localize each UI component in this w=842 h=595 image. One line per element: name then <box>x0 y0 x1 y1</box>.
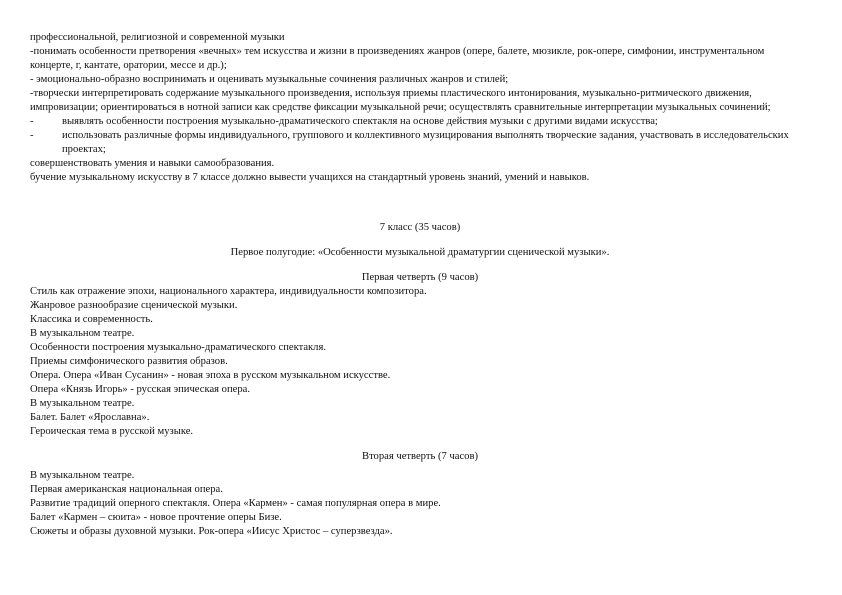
list-item: Классика и современность. <box>30 314 153 325</box>
list-item: В музыкальном театре. <box>30 328 135 339</box>
list-item: Особенности построения музыкально-драматического спектакля. <box>30 342 326 353</box>
list-item: Стиль как отражение эпохи, национального характера, индивидуальности композитора. <box>30 286 427 297</box>
list-item: Балет. Балет «Ярославна». <box>30 412 150 423</box>
intro-line-2: -понимать особенности претворения «вечных» тем искусства и жизни в произведениях жанров (опере, балете, мюзикле, рок-опере, симфонии, инструментальном концерте, г, кантате, оратории, мессе и др.); <box>30 46 765 71</box>
dash-marker: - <box>30 116 34 127</box>
list-item: Героическая тема в русской музыке. <box>30 426 194 437</box>
intro-line-6: бучение музыкальному искусству в 7 классе должно вывести учащихся на стандартный уровень знаний, умений и навыков. <box>30 172 590 183</box>
list-item: Сюжеты и образы духовной музыки. Рок-опера «Иисус Христос – суперзвезда». <box>30 526 393 537</box>
quarter-1-title: Первая четверть (9 часов) <box>361 272 479 283</box>
quarter-2-title: Вторая четверть (7 часов) <box>362 451 478 462</box>
list-item: Первая американская национальная опера. <box>30 484 223 495</box>
list-item: В музыкальном театре. <box>30 470 135 481</box>
dash-item-text: выявлять особенности построения музыкально-драматического спектакля на основе действия музыки с другими видами искусства; <box>62 116 658 127</box>
dash-marker: - <box>30 130 34 141</box>
intro-dash-item-1 <box>30 115 810 129</box>
list-item: Опера «Князь Игорь» - русская эпическая опера. <box>30 384 250 395</box>
intro-line-4: -творчески интерпретировать содержание музыкального произведения, используя приемы пластического интонирования, музыкально-ритмического движения, импровизации; ориентироваться в нотной записи как средстве фиксации музыкальной речи; осуществлять сравнительные интерпретации музыкальных сочинений; <box>30 88 771 113</box>
quarter-2-list <box>30 469 810 539</box>
intro-line-3: - эмоционально-образно воспринимать и оценивать музыкальные сочинения различных жанров и стилей; <box>30 74 509 85</box>
intro-line-5: совершенствовать умения и навыки самообразования. <box>30 158 275 169</box>
quarter-1-list <box>30 285 810 439</box>
dash-item-text: использовать различные формы индивидуального, группового и коллективного музицирования выполнять творческие задания, участвовать в исследовательских проектах; <box>62 130 789 155</box>
list-item: Опера. Опера «Иван Сусанин» - новая эпоха в русском музыкальном искусстве. <box>30 370 391 381</box>
intro-dash-item-2 <box>30 129 810 157</box>
document-page <box>30 31 810 539</box>
list-item: Балет «Кармен – сюита» - новое прочтение оперы Бизе. <box>30 512 282 523</box>
list-item: В музыкальном театре. <box>30 398 135 409</box>
intro-line-1: профессиональной, религиозной и современной музыки <box>30 32 285 43</box>
list-item: Приемы симфонического развития образов. <box>30 356 228 367</box>
half-year-title: Первое полугодие: «Особенности музыкальной драматургии сценической музыки». <box>230 247 610 258</box>
list-item: Жанровое разнообразие сценической музыки. <box>30 300 238 311</box>
list-item: Развитие традиций оперного спектакля. Опера «Кармен» - самая популярная опера в мире. <box>30 498 441 509</box>
grade-title: 7 класс (35 часов) <box>379 222 461 233</box>
